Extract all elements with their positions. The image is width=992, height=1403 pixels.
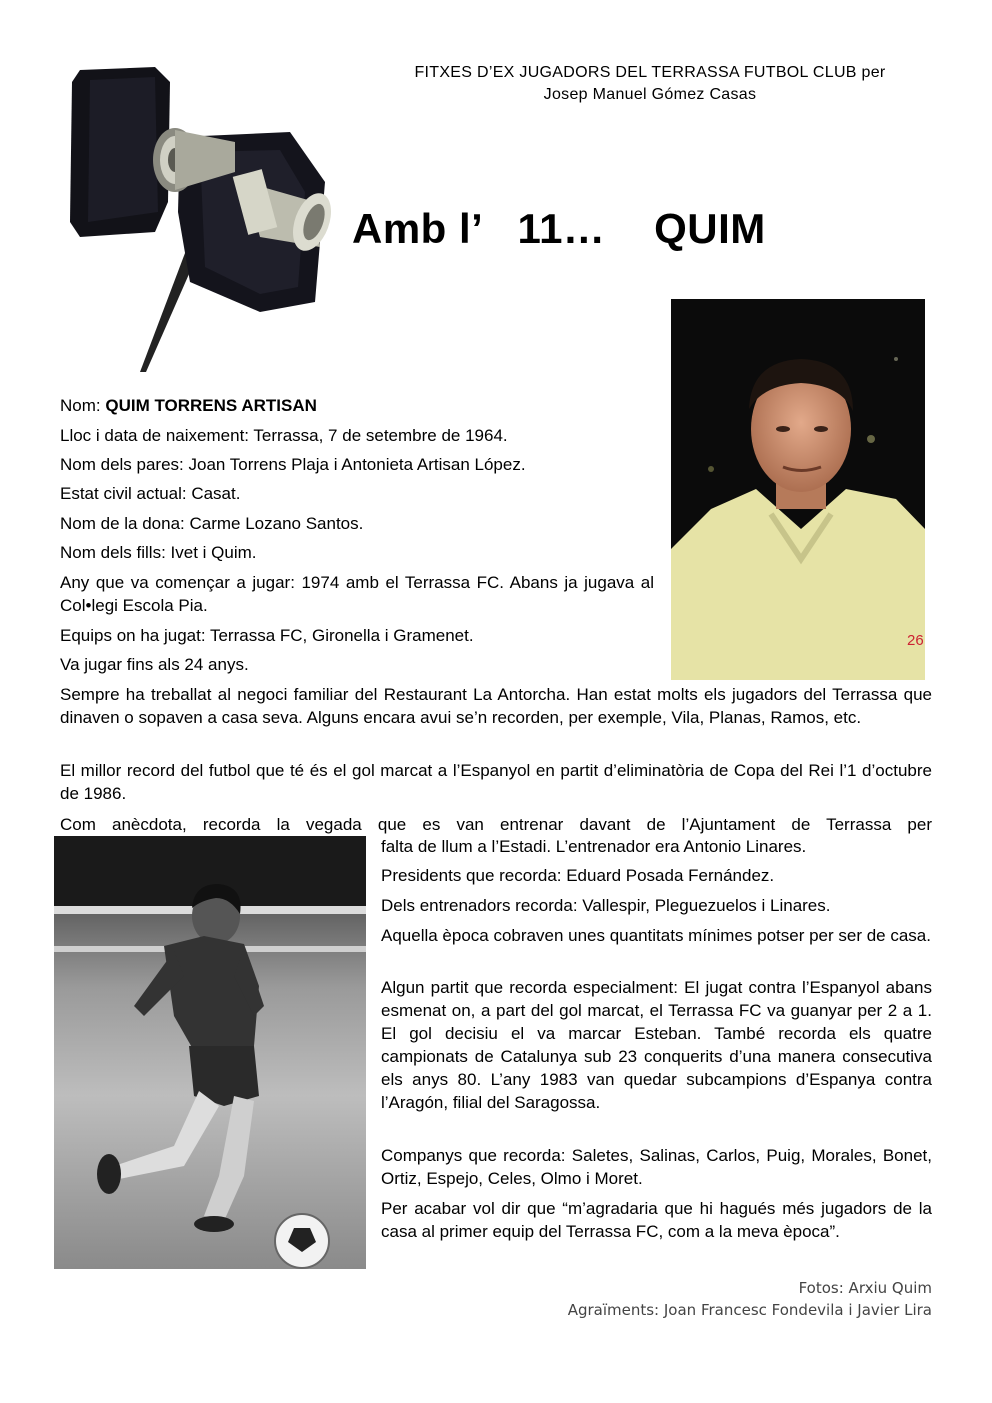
name-line <box>60 394 660 417</box>
best-memory-paragraph: El millor record del futbol que té és el gol marcat a l’Espanyol en partit d’eliminatòria de Copa del Rei l’1 d’octubre de 1986. <box>60 761 932 803</box>
wife-line: Nom de la dona: Carme Lozano Santos. <box>60 514 364 533</box>
presidents-paragraph: Presidents que recorda: Eduard Posada Fernández. <box>381 866 775 885</box>
loudspeaker-icon <box>60 62 345 372</box>
teams-line: Equips on ha jugat: Terrassa FC, Gironella i Gramenet. <box>60 626 474 645</box>
pay-paragraph: Aquella època cobraven unes quantitats mínimes potser per ser de casa. <box>381 926 931 945</box>
page-title: Amb l’ 11… QUIM <box>352 205 766 252</box>
work-paragraph: Sempre ha treballat al negoci familiar del Restaurant La Antorcha. Han estat molts els jugadors del Terrassa que dinaven o sopaven a casa seva. Alguns encara avui se’n recorden, per exemple, Vila, Planas, Ramos, etc. <box>60 685 932 727</box>
header-line-1: FITXES D’EX JUGADORS DEL TERRASSA FUTBOL CLUB per <box>414 64 886 81</box>
name-value: QUIM TORRENS ARTISAN <box>105 396 317 415</box>
portrait-photo <box>671 299 925 680</box>
photo-credit: Fotos: Arxiu Quim <box>798 1279 932 1297</box>
start-line: Any que va començar a jugar: 1974 amb el Terrassa FC. Abans ja jugava al Col•legi Escola Pia. <box>60 573 654 615</box>
children-line: Nom dels fills: Ivet i Quim. <box>60 543 257 562</box>
anecdote-paragraph-end: falta de llum a l’Estadi. L’entrenador era Antonio Linares. <box>381 837 807 856</box>
header-line-2: Josep Manuel Gómez Casas <box>543 86 757 103</box>
acknowledgements: Agraïments: Joan Francesc Fondevila i Javier Lira <box>567 1301 932 1319</box>
until-line: Va jugar fins als 24 anys. <box>60 655 249 674</box>
parents-line: Nom dels pares: Joan Torrens Plaja i Antonieta Artisan López. <box>60 455 526 474</box>
credits <box>568 1277 932 1321</box>
player-photo <box>54 836 366 1269</box>
svg-text:26: 26 <box>907 632 924 649</box>
name-label: Nom: <box>60 396 106 415</box>
civil-status-line: Estat civil actual: Casat. <box>60 484 241 503</box>
birth-line: Lloc i data de naixement: Terrassa, 7 de setembre de 1964. <box>60 426 508 445</box>
teammates-paragraph: Companys que recorda: Saletes, Salinas, Carlos, Puig, Morales, Bonet, Ortiz, Espejo, Celes, Olmo i Moret. <box>381 1146 932 1188</box>
coaches-paragraph: Dels entrenadors recorda: Vallespir, Pleguezuelos i Linares. <box>381 896 831 915</box>
anecdote-paragraph-start: Com anècdota, recorda la vegada que es van entrenar davant de l’Ajuntament de Terrassa per <box>60 815 932 834</box>
series-header <box>340 62 960 106</box>
closing-paragraph: Per acabar vol dir que “m’agradaria que hi hagués més jugadors de la casa al primer equip del Terrassa FC, com a la meva època”. <box>381 1199 932 1241</box>
match-paragraph: Algun partit que recorda especialment: El jugat contra l’Espanyol abans esmenat on, a part del gol marcat, el Terrassa FC va guanyar per 2 a 1. El gol decisiu el va marcar Esteban. També recorda els quatre campionats de Catalunya sub 23 conquerits d’una manera consecutiva els anys 80. L’any 1983 van quedar subcampions d’Espanya contra l’Aragón, filial del Saragossa. <box>381 978 932 1112</box>
